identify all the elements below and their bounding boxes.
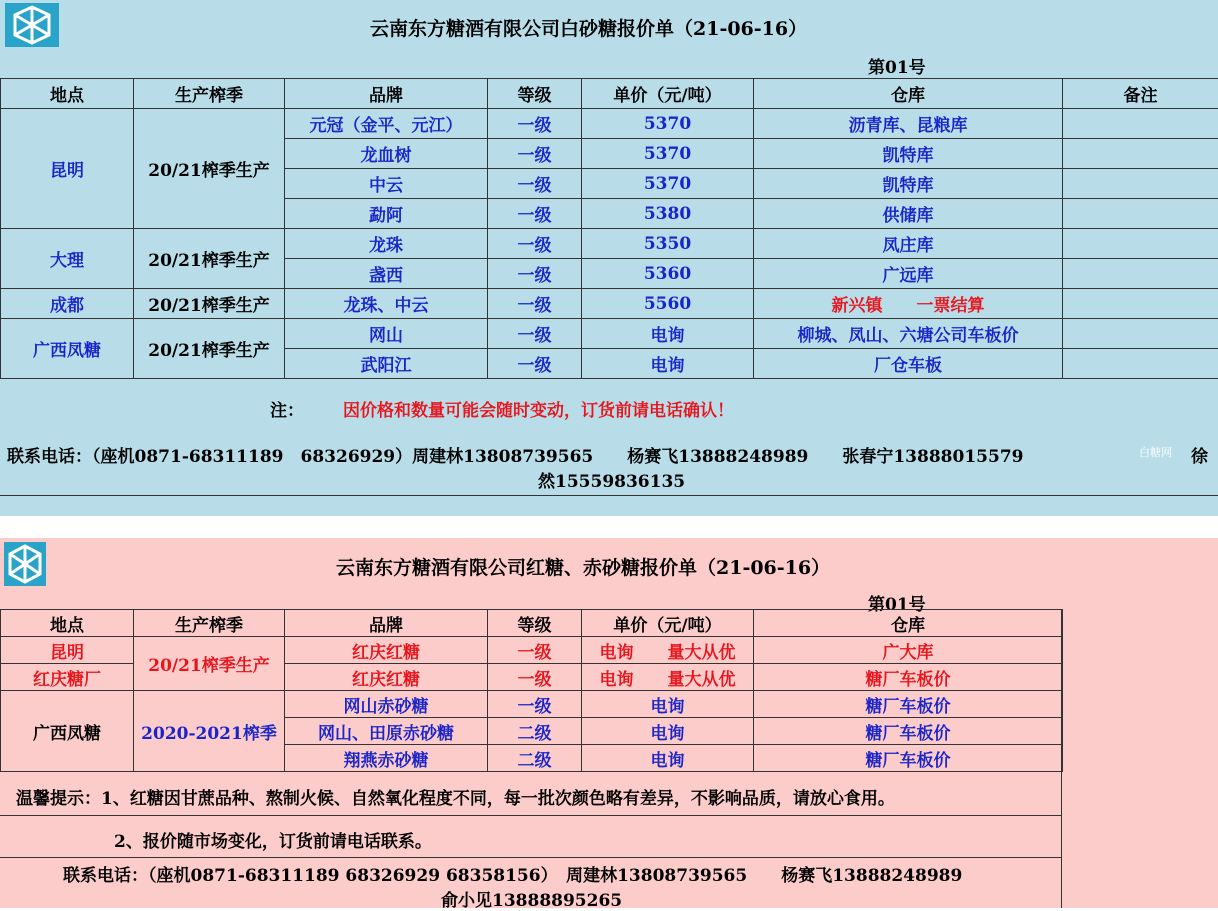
warehouse-cell: 糖厂车板价: [754, 745, 1063, 772]
company-logo-icon: [4, 542, 46, 586]
table-row: [1, 109, 1218, 139]
grade-cell: 一级: [488, 319, 582, 349]
contact-line: 联系电话：（座机0871-68311189 68326929 68358156） 周建林13808739565 杨赛飞13888248989: [63, 861, 962, 886]
location-cell: 成都: [1, 289, 134, 319]
brand-cell: 盏西: [285, 259, 488, 289]
remark-cell: [1063, 229, 1218, 259]
table-row: [1, 691, 1063, 718]
right-border: [1061, 609, 1062, 908]
divider: [0, 857, 1062, 858]
brand-cell: 武阳江: [285, 349, 488, 379]
season-cell: 20/21榨季生产: [134, 289, 285, 319]
header-season: 生产榨季: [134, 610, 285, 637]
grade-cell: 一级: [488, 169, 582, 199]
remark-cell: [1063, 169, 1218, 199]
price-cell: 5370: [582, 169, 754, 199]
warehouse-cell: 厂仓车板: [754, 349, 1063, 379]
brown-sugar-table: [0, 609, 1063, 772]
table-row: [1, 637, 1063, 664]
grade-cell: 一级: [488, 637, 582, 664]
grade-cell: 一级: [488, 289, 582, 319]
contact-line-2: 俞小见13888895265: [441, 886, 622, 911]
tip-2: 2、报价随市场变化，订货前请电话联系。: [114, 827, 432, 852]
brand-cell: 勐阿: [285, 199, 488, 229]
season-cell: 20/21榨季生产: [134, 637, 285, 691]
header-warehouse: 仓库: [754, 79, 1063, 109]
brand-cell: 龙珠: [285, 229, 488, 259]
warehouse-cell: 凯特库: [754, 139, 1063, 169]
location-cell: 广西凤糖: [1, 319, 134, 379]
warehouse-cell: 广大库: [754, 637, 1063, 664]
warehouse-cell: 柳城、凤山、六塘公司车板价: [754, 319, 1063, 349]
season-cell: 20/21榨季生产: [134, 109, 285, 229]
contact-line-2: 然15559836135: [538, 467, 685, 492]
warehouse-cell: 糖厂车板价: [754, 691, 1063, 718]
remark-cell: [1063, 349, 1218, 379]
price-cell: 5560: [582, 289, 754, 319]
company-logo-icon: [5, 3, 59, 47]
table-header-row: [1, 79, 1218, 109]
brand-cell: 网山、田原赤砂糖: [285, 718, 488, 745]
brand-cell: 元冠（金平、元江）: [285, 109, 488, 139]
table-row: [1, 319, 1218, 349]
grade-cell: 二级: [488, 745, 582, 772]
page-title: 云南东方糖酒有限公司白砂糖报价单（21-06-16）: [370, 14, 807, 41]
brand-cell: 红庆红糖: [285, 637, 488, 664]
header-grade: 等级: [488, 79, 582, 109]
warehouse-cell: 糖厂车板价: [754, 664, 1063, 691]
header-remark: 备注: [1063, 79, 1218, 109]
header-location: 地点: [1, 79, 134, 109]
grade-cell: 一级: [488, 664, 582, 691]
season-cell: 20/21榨季生产: [134, 319, 285, 379]
grade-cell: 一级: [488, 691, 582, 718]
header-brand: 品牌: [285, 79, 488, 109]
brand-cell: 中云: [285, 169, 488, 199]
price-cell: 5350: [582, 229, 754, 259]
divider: [0, 815, 1062, 816]
price-cell: 5380: [582, 199, 754, 229]
grade-cell: 一级: [488, 199, 582, 229]
header-brand: 品牌: [285, 610, 488, 637]
white-sugar-table: [0, 78, 1218, 379]
header-location: 地点: [1, 610, 134, 637]
note-label: 注：: [270, 396, 304, 421]
watermark: 白糖网: [1139, 444, 1172, 460]
price-cell: 电询: [582, 691, 754, 718]
contact-tail: 徐: [1191, 442, 1208, 467]
remark-cell: [1063, 319, 1218, 349]
remark-cell: [1063, 199, 1218, 229]
price-cell: 电询: [582, 349, 754, 379]
warehouse-cell: 新兴镇 一票结算: [754, 289, 1063, 319]
brand-cell: 龙血树: [285, 139, 488, 169]
remark-cell: [1063, 109, 1218, 139]
warehouse-cell: 供储库: [754, 199, 1063, 229]
header-season: 生产榨季: [134, 79, 285, 109]
season-cell: 20/21榨季生产: [134, 229, 285, 289]
table-row: [1, 229, 1218, 259]
price-cell: 电询 量大从优: [582, 637, 754, 664]
price-cell: 5360: [582, 259, 754, 289]
price-cell: 5370: [582, 139, 754, 169]
header-price: 单价（元/吨）: [582, 79, 754, 109]
grade-cell: 一级: [488, 259, 582, 289]
header-grade: 等级: [488, 610, 582, 637]
warehouse-cell: 沥青库、昆粮库: [754, 109, 1063, 139]
table-header-row: [1, 610, 1063, 637]
location-cell: 红庆糖厂: [1, 664, 134, 691]
tip-1: 温馨提示：1、红糖因甘蔗品种、熬制火候、自然氧化程度不同，每一批次颜色略有差异，不影响品质，请放心食用。: [16, 784, 895, 809]
doc-number: 第01号: [868, 590, 926, 615]
warehouse-cell: 糖厂车板价: [754, 718, 1063, 745]
location-cell: 广西凤糖: [1, 691, 134, 772]
price-cell: 电询: [582, 745, 754, 772]
header-price: 单价（元/吨）: [582, 610, 754, 637]
remark-cell: [1063, 259, 1218, 289]
brand-cell: 网山赤砂糖: [285, 691, 488, 718]
location-cell: 昆明: [1, 637, 134, 664]
price-cell: 电询 量大从优: [582, 664, 754, 691]
location-cell: 大理: [1, 229, 134, 289]
brand-cell: 网山: [285, 319, 488, 349]
price-cell: 5370: [582, 109, 754, 139]
price-cell: 电询: [582, 718, 754, 745]
grade-cell: 一级: [488, 139, 582, 169]
warehouse-cell: 广远库: [754, 259, 1063, 289]
grade-cell: 一级: [488, 229, 582, 259]
brand-cell: 翔燕赤砂糖: [285, 745, 488, 772]
grade-cell: 一级: [488, 109, 582, 139]
warehouse-cell: 凯特库: [754, 169, 1063, 199]
remark-cell: [1063, 139, 1218, 169]
brown-sugar-section: [0, 538, 1218, 908]
brand-cell: 龙珠、中云: [285, 289, 488, 319]
grade-cell: 二级: [488, 718, 582, 745]
warehouse-cell: 凤庄库: [754, 229, 1063, 259]
remark-cell: [1063, 289, 1218, 319]
season-cell: 2020-2021榨季: [134, 691, 285, 772]
location-cell: 昆明: [1, 109, 134, 229]
table-row: [1, 289, 1218, 319]
note-text: 因价格和数量可能会随时变动，订货前请电话确认！: [343, 396, 734, 421]
divider: [0, 495, 1218, 496]
brand-cell: 红庆红糖: [285, 664, 488, 691]
page-title: 云南东方糖酒有限公司红糖、赤砂糖报价单（21-06-16）: [336, 553, 830, 580]
header-warehouse: 仓库: [754, 610, 1063, 637]
contact-line: 联系电话：（座机0871-68311189 68326929）周建林13808739565 杨赛飞13888248989 张春宁13888015579: [7, 442, 1023, 467]
price-cell: 电询: [582, 319, 754, 349]
grade-cell: 一级: [488, 349, 582, 379]
doc-number: 第01号: [868, 53, 926, 78]
